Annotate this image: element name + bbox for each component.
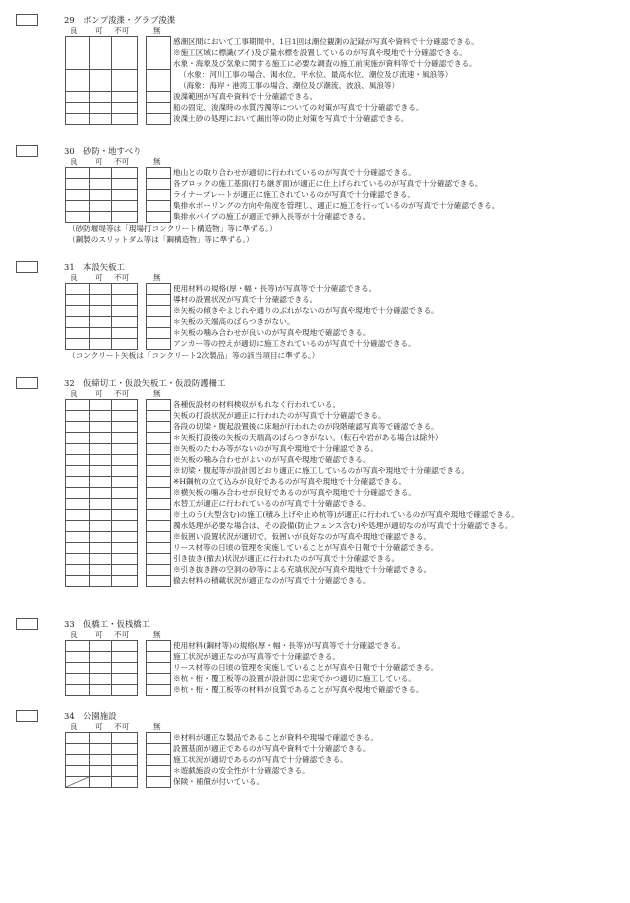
na-row xyxy=(66,777,137,788)
criterion: ※矢板の傾きやよじれや通りのぶれがないのが写真や現地で十分確認できる。 xyxy=(173,306,439,315)
criteria-list xyxy=(173,732,378,787)
section-title: 33 仮橋工・仮桟橋工 xyxy=(64,619,151,629)
criterion: ※切梁・腹起等が設計図どおり適正に施工しているのが写真や現地で十分確認できる。 xyxy=(173,466,470,475)
column-none: 無 xyxy=(153,273,161,282)
criterion: ＊矢板の天端高のばらつきがない。 xyxy=(173,317,295,326)
column-poor: 不可 xyxy=(114,273,130,282)
criterion-sub: （水象：河川工事の場合、渇水位、平水位、最高水位、潮位及び流速・風浪等） xyxy=(179,70,453,79)
criterion: 水象・海象及び気象に関する施工に必要な調査の施工前実施が資料等で十分確認できる。 xyxy=(173,59,477,68)
criterion: 濁水処理が必要な場合は、その設備(防止フェンス含む)や処理が適切なのが写真で十分確認できる。 xyxy=(173,521,513,530)
criterion: ＊矢板打設後の矢板の天端高のばらつきがない。（転石や岩がある場合は除外） xyxy=(173,433,443,442)
rating-grid[interactable] xyxy=(65,36,138,125)
criterion-sub: （海象：海岸・港湾工事の場合、潮位及び潮流、波浪、風浪等） xyxy=(179,81,400,90)
section-title: 29 ポンプ浚渫・グラブ浚渫 xyxy=(64,15,176,25)
column-poor: 不可 xyxy=(114,722,130,731)
criterion: 矢板の打設状況が適正に行われたのが写真で十分確認できる。 xyxy=(173,411,386,420)
criterion: ※矢板の噛み合わせがよいのが写真や現地で確認できる。 xyxy=(173,455,371,464)
column-fair: 可 xyxy=(95,273,103,282)
criterion: リース材等の日頃の管理を実施していることが写真や日報で十分確認できる。 xyxy=(173,543,439,552)
criteria-list xyxy=(173,640,438,695)
criterion: 浚渫土砂の処理において漏出等の防止対策を写真で十分確認できる。 xyxy=(173,114,409,123)
column-none: 無 xyxy=(153,722,161,731)
criterion: ※H鋼杭の立て込みが良好であるのが写真や現地で十分確認できる。 xyxy=(173,477,407,486)
criterion: ライナープレートが適正に施工されているのが写真で十分確認できる。 xyxy=(173,190,416,199)
score-box[interactable] xyxy=(16,14,38,26)
criterion: 地山との取り合わせが適切に行われているのが写真で十分確認できる。 xyxy=(173,168,416,177)
criteria-list xyxy=(173,36,479,124)
column-poor: 不可 xyxy=(114,389,130,398)
column-fair: 可 xyxy=(95,26,103,35)
criterion: 設置基面が適正であるのが写真や資料で十分確認できる。 xyxy=(173,744,371,753)
score-box[interactable] xyxy=(16,618,38,630)
criterion: 撤去材料の積載状況が適正なのが写真で十分確認できる。 xyxy=(173,576,371,585)
section-title: 31 本設矢板工 xyxy=(64,262,125,272)
none-column-boxes[interactable] xyxy=(146,36,171,125)
none-column-boxes[interactable] xyxy=(146,640,171,696)
section-title: 30 砂防・地すべり xyxy=(64,146,142,156)
criterion: 各種仮設材の材料検収がもれなく行われている。 xyxy=(173,400,341,409)
criterion: 導材の設置状況が写真で十分確認できる。 xyxy=(173,295,318,304)
column-good: 良 xyxy=(70,26,78,35)
criterion: ＊矢板の噛み合わせが良いのが写真や現地で確認できる。 xyxy=(173,328,371,337)
column-good: 良 xyxy=(70,273,78,282)
column-fair: 可 xyxy=(95,389,103,398)
criterion: ※仮囲い設置状況が適切で、仮囲いが良好なのが写真や現地で確認できる。 xyxy=(173,532,432,541)
section-note: （鋼製のスリットダム等は「鋼構造物」等に準ずる。） xyxy=(68,235,254,244)
criterion: 使用材料(鋼材等)の規格(厚・幅・長等)が写真等で十分確認できる。 xyxy=(173,641,406,650)
section-title: 34 公園施設 xyxy=(64,711,117,721)
criteria-list xyxy=(173,399,519,586)
column-good: 良 xyxy=(70,630,78,639)
criterion: 浚渫範囲が写真や資料で十分確認できる。 xyxy=(173,92,318,101)
criterion: 感潮区間において工事期間中、1日1回は潮位観測の記録が写真や資料で十分確認できる。 xyxy=(173,37,479,46)
column-fair: 可 xyxy=(95,722,103,731)
rating-grid[interactable] xyxy=(65,283,138,350)
criterion: リース材等の日頃の管理を実施していることが写真や日報で十分確認できる。 xyxy=(173,663,439,672)
column-fair: 可 xyxy=(95,630,103,639)
criterion: 集排水パイプの施工が適正で挿入長等が十分確認できる。 xyxy=(173,212,371,221)
section-note: （砂防堰堤等は「現場打コンクリート構造物」等に準ずる。） xyxy=(68,224,277,233)
criterion: ＊遊戯施設の安全性が十分確認できる。 xyxy=(173,766,310,775)
column-fair: 可 xyxy=(95,157,103,166)
section-title: 32 仮締切工・仮設矢板工・仮設防護柵工 xyxy=(64,378,226,388)
criterion: 船の固定、浚渫時の水質汚濁等についての対策が写真で十分確認できる。 xyxy=(173,103,424,112)
column-good: 良 xyxy=(70,722,78,731)
criteria-list xyxy=(173,283,439,349)
rating-grid[interactable] xyxy=(65,732,138,788)
rating-grid[interactable] xyxy=(65,399,138,587)
column-poor: 不可 xyxy=(114,630,130,639)
column-none: 無 xyxy=(153,26,161,35)
criterion: ※杭・桁・覆工板等の材料が良質であることが写真や現地で確認できる。 xyxy=(173,685,424,694)
none-column-boxes[interactable] xyxy=(146,732,171,788)
column-poor: 不可 xyxy=(114,157,130,166)
none-column-boxes[interactable] xyxy=(146,399,171,587)
criterion: ※杭・桁・覆工板等の設置が設計図に忠実でかつ適切に施工している。 xyxy=(173,674,416,683)
criterion: ※施工区域に標識(ブイ)及び量水標を設置しているのが写真や現地で十分確認できる。 xyxy=(173,48,467,57)
rating-grid[interactable] xyxy=(65,640,138,696)
column-good: 良 xyxy=(70,157,78,166)
rating-grid[interactable] xyxy=(65,167,138,223)
criterion: ※材料が適正な製品であることが資料や現場で確認できる。 xyxy=(173,733,379,742)
column-none: 無 xyxy=(153,389,161,398)
criterion: ※矢板のたわみ等がないのが写真や現地で十分確認できる。 xyxy=(173,444,379,453)
criteria-list xyxy=(173,167,499,222)
criterion: 集排水ボーリングの方向や角度を管理し、適正に施工を行っているのが写真で十分確認できる。 xyxy=(173,201,500,210)
criterion: ※土のう(大型含む)の施工(積み上げや止め杭等)が適正に行われているのが写真や現地で確認できる。 xyxy=(173,510,519,519)
none-column-boxes[interactable] xyxy=(146,283,171,350)
criterion: 各ブロックの施工基面(打ち継ぎ面)が適正に仕上げられているのが写真で十分確認できる。 xyxy=(173,179,483,188)
criterion: アンカー等の控えが適切に施工されているのが写真で十分確認できる。 xyxy=(173,339,416,348)
column-none: 無 xyxy=(153,157,161,166)
criterion: 施工状況が適正なのが写真等で十分確認できる。 xyxy=(173,652,341,661)
criterion: 各段の切梁・腹起設置後に床堀が行われたのが段階確認写真等で確認できる。 xyxy=(173,422,439,431)
criterion: 引き抜き(撤去)状況が適正に行われたのが写真で十分確認できる。 xyxy=(173,554,400,563)
column-none: 無 xyxy=(153,630,161,639)
column-poor: 不可 xyxy=(114,26,130,35)
column-good: 良 xyxy=(70,389,78,398)
section-note: （コンクリート矢板は「コンクリート2次製品」等の該当項目に準ずる。） xyxy=(68,351,320,360)
criterion: 使用材料の規格(厚・幅・長等)が写真等で十分確認できる。 xyxy=(173,284,377,293)
criterion: 施工状況が適切であるのが写真で十分確認できる。 xyxy=(173,755,348,764)
criterion: 保険・補償が付いている。 xyxy=(173,777,265,786)
criterion: 水替工が適正に行われているのが写真で十分確認できる。 xyxy=(173,499,371,508)
not-applicable-slash xyxy=(66,777,89,787)
score-box[interactable] xyxy=(16,261,38,273)
criterion: ※横矢板の噛み合わせが良好であるのが写真や現地で十分確認できる。 xyxy=(173,488,416,497)
criterion: ※引き抜き跡の空洞の砂等による充填状況が写真や現地で十分確認できる。 xyxy=(173,565,432,574)
score-box[interactable] xyxy=(16,377,38,389)
score-box[interactable] xyxy=(16,710,38,722)
score-box[interactable] xyxy=(16,145,38,157)
none-column-boxes[interactable] xyxy=(146,167,171,223)
